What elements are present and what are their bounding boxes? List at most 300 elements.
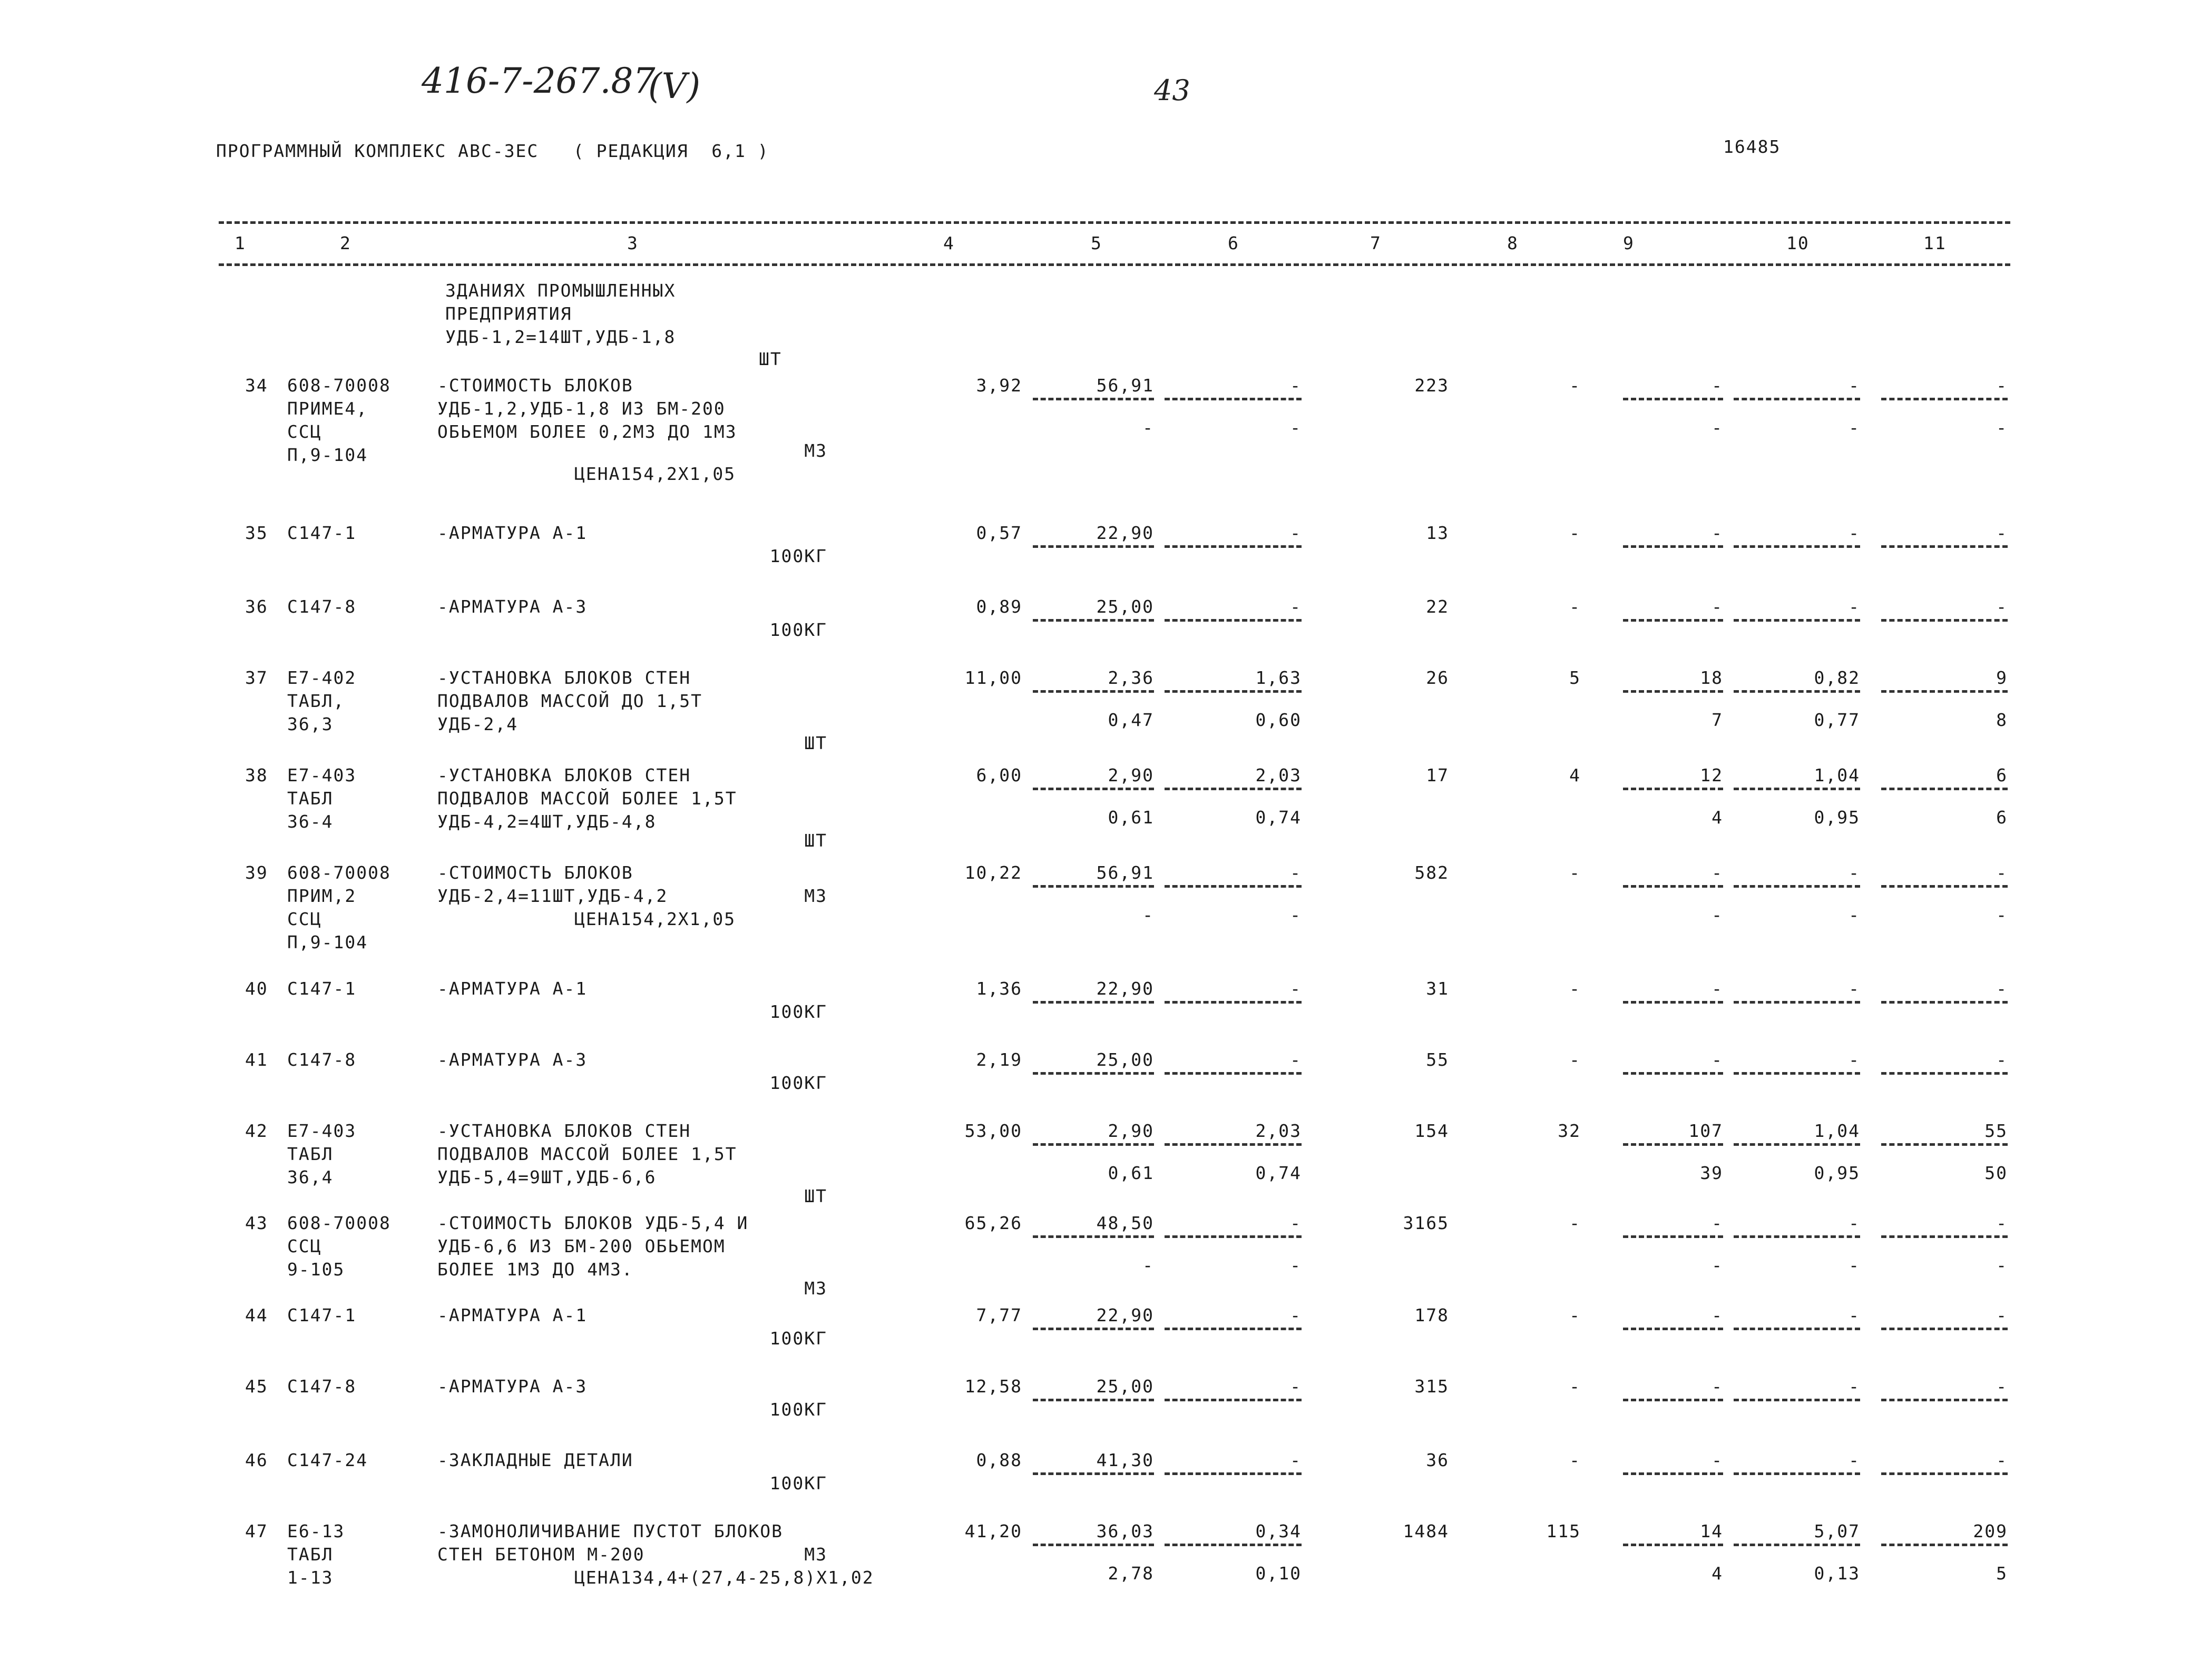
cell-divider-rule	[1623, 1143, 1723, 1146]
row-code: П,9-104	[287, 445, 368, 465]
row-c11: 9	[1996, 667, 2008, 688]
row-unit: 100КГ	[769, 620, 827, 640]
intro-line: ЗДАНИЯХ ПРОМЫШЛЕННЫХ	[445, 280, 676, 301]
cell-divider-rule	[1881, 1544, 2008, 1546]
row-qty: 0,89	[976, 596, 1022, 617]
row-description: -УСТАНОВКА БЛОКОВ СТЕН	[437, 765, 691, 785]
row-code: 608-70008	[287, 862, 391, 883]
row-c10b: 0,95	[1814, 807, 1860, 828]
row-c10: -	[1849, 862, 1860, 883]
cell-divider-rule	[1165, 1544, 1302, 1546]
row-c8: -	[1569, 1049, 1581, 1070]
row-c5: 56,91	[1096, 375, 1154, 396]
row-c5: 2,90	[1108, 1121, 1154, 1141]
row-c10: -	[1849, 1049, 1860, 1070]
row-code: Е7-402	[287, 667, 357, 688]
row-c11: -	[1996, 596, 2008, 617]
row-code: С147-8	[287, 596, 357, 617]
row-code: ССЦ	[287, 421, 322, 442]
row-unit: М3	[804, 1544, 827, 1565]
cell-divider-rule	[1165, 1001, 1302, 1004]
cell-divider-rule	[1881, 1472, 2008, 1475]
row-c8: 115	[1546, 1521, 1581, 1541]
row-c9b: 7	[1712, 710, 1723, 730]
row-c10: 5,07	[1814, 1521, 1860, 1541]
row-c6: 2,03	[1255, 1121, 1302, 1141]
cell-divider-rule	[1033, 1328, 1154, 1330]
row-number: 36	[245, 596, 268, 617]
row-description: БОЛЕЕ 1М3 ДО 4М3.	[437, 1259, 633, 1280]
column-header-3: 3	[627, 233, 639, 253]
row-qty: 2,19	[976, 1049, 1022, 1070]
row-code: ТАБЛ,	[287, 691, 345, 711]
row-c5: 22,90	[1096, 523, 1154, 543]
cell-divider-rule	[1165, 1399, 1302, 1401]
cell-divider-rule	[1734, 1328, 1860, 1330]
row-c8: -	[1569, 1213, 1581, 1233]
row-c5: 22,90	[1096, 978, 1154, 999]
intro-line: ПРЕДПРИЯТИЯ	[445, 303, 572, 324]
cell-divider-rule	[1623, 1328, 1723, 1330]
cell-divider-rule	[1165, 1072, 1302, 1075]
row-qty: 10,22	[964, 862, 1022, 883]
row-unit: 100КГ	[769, 546, 827, 566]
cell-divider-rule	[1623, 885, 1723, 888]
row-c7: 223	[1414, 375, 1449, 396]
table-top-rule	[219, 221, 2010, 224]
row-c5b: 0,47	[1108, 710, 1154, 730]
cell-divider-rule	[1881, 545, 2008, 548]
page-number: 43	[1154, 74, 1190, 107]
row-c6: -	[1290, 1376, 1302, 1397]
row-c9b: 4	[1712, 807, 1723, 828]
row-c9: 18	[1700, 667, 1723, 688]
row-c7: 154	[1414, 1121, 1449, 1141]
cell-divider-rule	[1881, 1399, 2008, 1401]
cell-divider-rule	[1734, 788, 1860, 790]
row-code: С147-8	[287, 1376, 357, 1397]
row-c7: 26	[1426, 667, 1449, 688]
row-c5: 2,90	[1108, 765, 1154, 785]
row-c11: -	[1996, 1213, 2008, 1233]
program-header: ПРОГРАММНЫЙ КОМПЛЕКС АВС-3ЕС ( РЕДАКЦИЯ 6,1 )	[216, 141, 769, 161]
row-code: С147-1	[287, 523, 357, 543]
row-description: ПОДВАЛОВ МАССОЙ ДО 1,5Т	[437, 691, 702, 711]
row-number: 43	[245, 1213, 268, 1233]
row-qty: 0,57	[976, 523, 1022, 543]
column-header-2: 2	[340, 233, 351, 253]
row-c6: -	[1290, 1049, 1302, 1070]
row-c11: 209	[1973, 1521, 2008, 1541]
cell-divider-rule	[1734, 1472, 1860, 1475]
row-c9: 12	[1700, 765, 1723, 785]
row-c8: -	[1569, 1376, 1581, 1397]
row-c11: -	[1996, 862, 2008, 883]
row-c7: 3165	[1403, 1213, 1449, 1233]
cell-divider-rule	[1033, 398, 1154, 400]
row-description: -УСТАНОВКА БЛОКОВ СТЕН	[437, 667, 691, 688]
row-description: -СТОИМОСТЬ БЛОКОВ УДБ-5,4 И	[437, 1213, 749, 1233]
row-c6: -	[1290, 978, 1302, 999]
row-unit: 100КГ	[769, 1001, 827, 1022]
cell-divider-rule	[1165, 1328, 1302, 1330]
row-c11b: -	[1996, 905, 2008, 925]
row-c5: 25,00	[1096, 596, 1154, 617]
row-c8: -	[1569, 523, 1581, 543]
row-number: 44	[245, 1305, 268, 1325]
row-c7: 17	[1426, 765, 1449, 785]
row-c9: -	[1712, 1049, 1723, 1070]
cell-divider-rule	[1734, 619, 1860, 622]
column-header-8: 8	[1507, 233, 1519, 253]
row-unit: ШТ	[804, 1186, 827, 1206]
sheet-code: 16485	[1723, 136, 1781, 157]
row-c11b: 6	[1996, 807, 2008, 828]
row-c8: -	[1569, 375, 1581, 396]
row-description: -ЗАКЛАДНЫЕ ДЕТАЛИ	[437, 1450, 633, 1470]
row-code: Е6-13	[287, 1521, 345, 1541]
cell-divider-rule	[1881, 1072, 2008, 1075]
row-description: УДБ-5,4=9ШТ,УДБ-6,6	[437, 1167, 657, 1187]
row-c11: -	[1996, 375, 2008, 396]
cell-divider-rule	[1734, 1544, 1860, 1546]
row-qty: 65,26	[964, 1213, 1022, 1233]
row-c9: -	[1712, 1450, 1723, 1470]
row-c9: 14	[1700, 1521, 1723, 1541]
cell-divider-rule	[1881, 788, 2008, 790]
row-c5: 41,30	[1096, 1450, 1154, 1470]
row-c5: 22,90	[1096, 1305, 1154, 1325]
cell-divider-rule	[1623, 398, 1723, 400]
cell-divider-rule	[1881, 1235, 2008, 1238]
column-header-10: 10	[1786, 233, 1810, 253]
row-qty: 11,00	[964, 667, 1022, 688]
cell-divider-rule	[1165, 1235, 1302, 1238]
cell-divider-rule	[1734, 1072, 1860, 1075]
row-code: С147-1	[287, 978, 357, 999]
cell-divider-rule	[1734, 690, 1860, 693]
row-qty: 7,77	[976, 1305, 1022, 1325]
cell-divider-rule	[1033, 1399, 1154, 1401]
row-c11b: -	[1996, 1255, 2008, 1275]
row-c6b: 0,74	[1255, 1163, 1302, 1183]
row-c11b: 50	[1984, 1163, 2008, 1183]
row-c8: 5	[1569, 667, 1581, 688]
cell-divider-rule	[1623, 690, 1723, 693]
row-c6: -	[1290, 1450, 1302, 1470]
cell-divider-rule	[1881, 885, 2008, 888]
row-c6b: 0,74	[1255, 807, 1302, 828]
row-c8: -	[1569, 1450, 1581, 1470]
row-c7: 1484	[1403, 1521, 1449, 1541]
row-description: УДБ-4,2=4ШТ,УДБ-4,8	[437, 811, 657, 832]
row-code: ССЦ	[287, 909, 322, 929]
row-unit: 100КГ	[769, 1073, 827, 1093]
row-description: УДБ-2,4=11ШТ,УДБ-4,2	[437, 886, 668, 906]
cell-divider-rule	[1623, 1399, 1723, 1401]
cell-divider-rule	[1881, 398, 2008, 400]
row-code: С147-24	[287, 1450, 368, 1470]
row-c10: -	[1849, 1376, 1860, 1397]
row-c11b: 5	[1996, 1563, 2008, 1584]
row-description: УДБ-2,4	[437, 714, 519, 734]
row-c9b: 39	[1700, 1163, 1723, 1183]
row-c9: -	[1712, 375, 1723, 396]
row-c5b: 2,78	[1108, 1563, 1154, 1584]
row-c7: 55	[1426, 1049, 1449, 1070]
row-unit: ШТ	[804, 733, 827, 753]
row-qty: 3,92	[976, 375, 1022, 396]
row-c5: 25,00	[1096, 1376, 1154, 1397]
row-description: -АРМАТУРА А-1	[437, 978, 588, 999]
cell-divider-rule	[1623, 1001, 1723, 1004]
column-header-6: 6	[1228, 233, 1239, 253]
row-c7: 315	[1414, 1376, 1449, 1397]
row-price-formula: ЦЕНА154,2Х1,05	[574, 464, 736, 484]
cell-divider-rule	[1881, 690, 2008, 693]
row-c11: -	[1996, 1450, 2008, 1470]
column-header-4: 4	[943, 233, 955, 253]
cell-divider-rule	[1165, 788, 1302, 790]
row-c11b: -	[1996, 417, 2008, 438]
row-code: 36,3	[287, 714, 334, 734]
cell-divider-rule	[1033, 545, 1154, 548]
row-c6b: -	[1290, 1255, 1302, 1275]
row-c10b: -	[1849, 905, 1860, 925]
row-c7: 178	[1414, 1305, 1449, 1325]
cell-divider-rule	[1165, 885, 1302, 888]
row-c6b: -	[1290, 417, 1302, 438]
cell-divider-rule	[1734, 1399, 1860, 1401]
row-c5b: -	[1142, 417, 1154, 438]
handwritten-volume: (V)	[648, 66, 701, 106]
row-c7: 36	[1426, 1450, 1449, 1470]
cell-divider-rule	[1623, 1472, 1723, 1475]
row-code: 9-105	[287, 1259, 345, 1280]
row-c6: -	[1290, 1305, 1302, 1325]
row-unit: 100КГ	[769, 1473, 827, 1494]
cell-divider-rule	[1165, 1143, 1302, 1146]
row-c7: 582	[1414, 862, 1449, 883]
row-c6: 0,34	[1255, 1521, 1302, 1541]
row-c9b: 4	[1712, 1563, 1723, 1584]
row-c11: 55	[1984, 1121, 2008, 1141]
row-c6: -	[1290, 596, 1302, 617]
row-description: УДБ-1,2,УДБ-1,8 ИЗ БМ-200	[437, 398, 726, 419]
row-code: ТАБЛ	[287, 1144, 334, 1164]
row-description: -АРМАТУРА А-3	[437, 1376, 588, 1397]
row-c5: 48,50	[1096, 1213, 1154, 1233]
row-c10b: 0,95	[1814, 1163, 1860, 1183]
row-description: -АРМАТУРА А-3	[437, 1049, 588, 1070]
row-unit: 100КГ	[769, 1328, 827, 1349]
row-c7: 22	[1426, 596, 1449, 617]
row-c11: 6	[1996, 765, 2008, 785]
row-c6: 2,03	[1255, 765, 1302, 785]
row-qty: 6,00	[976, 765, 1022, 785]
row-c5: 56,91	[1096, 862, 1154, 883]
row-code: 608-70008	[287, 375, 391, 396]
row-code: ССЦ	[287, 1236, 322, 1256]
cell-divider-rule	[1165, 619, 1302, 622]
table-header-rule	[219, 263, 2010, 266]
row-c10: -	[1849, 1213, 1860, 1233]
row-c10: -	[1849, 978, 1860, 999]
row-c10b: 0,13	[1814, 1563, 1860, 1584]
row-number: 40	[245, 978, 268, 999]
row-description: ОБЬЕМОМ БОЛЕЕ 0,2М3 ДО 1М3	[437, 421, 737, 442]
row-c8: -	[1569, 862, 1581, 883]
cell-divider-rule	[1033, 1143, 1154, 1146]
column-header-11: 11	[1923, 233, 1947, 253]
handwritten-doc-code: 416-7-267.87	[422, 61, 656, 101]
row-unit: ШТ	[804, 830, 827, 851]
row-c10b: -	[1849, 417, 1860, 438]
row-c6b: 0,60	[1255, 710, 1302, 730]
row-description: -УСТАНОВКА БЛОКОВ СТЕН	[437, 1121, 691, 1141]
cell-divider-rule	[1033, 1472, 1154, 1475]
row-c10: -	[1849, 1305, 1860, 1325]
row-code: ПРИМЕ4,	[287, 398, 368, 419]
row-c10: -	[1849, 596, 1860, 617]
row-c9: -	[1712, 978, 1723, 999]
row-c9: -	[1712, 1305, 1723, 1325]
cell-divider-rule	[1033, 619, 1154, 622]
cell-divider-rule	[1033, 885, 1154, 888]
row-unit: 100КГ	[769, 1399, 827, 1420]
row-number: 39	[245, 862, 268, 883]
row-code: 36-4	[287, 811, 334, 832]
column-header-9: 9	[1623, 233, 1635, 253]
row-c9: 107	[1688, 1121, 1723, 1141]
cell-divider-rule	[1623, 1544, 1723, 1546]
intro-line: УДБ-1,2=14ШТ,УДБ-1,8	[445, 327, 676, 347]
row-c11: -	[1996, 1376, 2008, 1397]
row-number: 47	[245, 1521, 268, 1541]
row-c10: 0,82	[1814, 667, 1860, 688]
cell-divider-rule	[1734, 545, 1860, 548]
row-c11: -	[1996, 978, 2008, 999]
row-price-formula: ЦЕНА154,2Х1,05	[574, 909, 736, 929]
row-c8: -	[1569, 978, 1581, 999]
row-qty: 41,20	[964, 1521, 1022, 1541]
row-qty: 0,88	[976, 1450, 1022, 1470]
row-description: -АРМАТУРА А-3	[437, 596, 588, 617]
row-code: Е7-403	[287, 765, 357, 785]
cell-divider-rule	[1033, 690, 1154, 693]
row-code: ТАБЛ	[287, 1544, 334, 1565]
row-c11: -	[1996, 1049, 2008, 1070]
row-code: 608-70008	[287, 1213, 391, 1233]
cell-divider-rule	[1734, 1235, 1860, 1238]
row-c6: -	[1290, 1213, 1302, 1233]
row-c5: 36,03	[1096, 1521, 1154, 1541]
row-c11: -	[1996, 1305, 2008, 1325]
row-description: СТЕН БЕТОНОМ М-200	[437, 1544, 645, 1565]
row-unit: М3	[804, 1278, 827, 1299]
row-number: 37	[245, 667, 268, 688]
column-header-7: 7	[1370, 233, 1382, 253]
row-c5b: 0,61	[1108, 1163, 1154, 1183]
row-code: С147-1	[287, 1305, 357, 1325]
row-code: П,9-104	[287, 932, 368, 952]
row-c6: -	[1290, 523, 1302, 543]
cell-divider-rule	[1033, 788, 1154, 790]
row-c5b: -	[1142, 905, 1154, 925]
row-c6: -	[1290, 375, 1302, 396]
row-number: 38	[245, 765, 268, 785]
row-c6b: 0,10	[1255, 1563, 1302, 1584]
row-code: ТАБЛ	[287, 788, 334, 809]
cell-divider-rule	[1033, 1544, 1154, 1546]
cell-divider-rule	[1165, 545, 1302, 548]
row-description: УДБ-6,6 ИЗ БМ-200 ОБЬЕМОМ	[437, 1236, 726, 1256]
row-description: -СТОИМОСТЬ БЛОКОВ	[437, 862, 633, 883]
row-c5: 25,00	[1096, 1049, 1154, 1070]
cell-divider-rule	[1734, 398, 1860, 400]
column-header-5: 5	[1091, 233, 1102, 253]
cell-divider-rule	[1623, 619, 1723, 622]
row-c8: 4	[1569, 765, 1581, 785]
row-c11: -	[1996, 523, 2008, 543]
cell-divider-rule	[1033, 1072, 1154, 1075]
row-number: 42	[245, 1121, 268, 1141]
row-c10: 1,04	[1814, 765, 1860, 785]
row-number: 41	[245, 1049, 268, 1070]
row-c6: 1,63	[1255, 667, 1302, 688]
row-c6: -	[1290, 862, 1302, 883]
row-qty: 1,36	[976, 978, 1022, 999]
row-code: С147-8	[287, 1049, 357, 1070]
row-description: -АРМАТУРА А-1	[437, 523, 588, 543]
row-c9: -	[1712, 1213, 1723, 1233]
row-c5b: -	[1142, 1255, 1154, 1275]
row-c5b: 0,61	[1108, 807, 1154, 828]
row-number: 45	[245, 1376, 268, 1397]
row-number: 46	[245, 1450, 268, 1470]
row-number: 34	[245, 375, 268, 396]
row-c6b: -	[1290, 905, 1302, 925]
cell-divider-rule	[1734, 1001, 1860, 1004]
row-c10: -	[1849, 523, 1860, 543]
row-c9: -	[1712, 523, 1723, 543]
cell-divider-rule	[1623, 545, 1723, 548]
row-code: Е7-403	[287, 1121, 357, 1141]
row-c9b: -	[1712, 417, 1723, 438]
cell-divider-rule	[1881, 1328, 2008, 1330]
row-c10: 1,04	[1814, 1121, 1860, 1141]
row-number: 35	[245, 523, 268, 543]
cell-divider-rule	[1165, 398, 1302, 400]
row-c8: -	[1569, 1305, 1581, 1325]
row-description: -ЗАМОНОЛИЧИВАНИЕ ПУСТОТ БЛОКОВ	[437, 1521, 784, 1541]
intro-unit: ШТ	[759, 349, 782, 369]
cell-divider-rule	[1881, 1001, 2008, 1004]
cell-divider-rule	[1033, 1001, 1154, 1004]
row-qty: 12,58	[964, 1376, 1022, 1397]
cell-divider-rule	[1623, 1072, 1723, 1075]
row-c10: -	[1849, 375, 1860, 396]
row-c9: -	[1712, 862, 1723, 883]
row-c9: -	[1712, 596, 1723, 617]
row-description: ПОДВАЛОВ МАССОЙ БОЛЕЕ 1,5Т	[437, 788, 737, 809]
cell-divider-rule	[1033, 1235, 1154, 1238]
row-c8: -	[1569, 596, 1581, 617]
row-c9b: -	[1712, 905, 1723, 925]
row-c10: -	[1849, 1450, 1860, 1470]
row-code: ПРИМ,2	[287, 886, 357, 906]
row-c11b: 8	[1996, 710, 2008, 730]
